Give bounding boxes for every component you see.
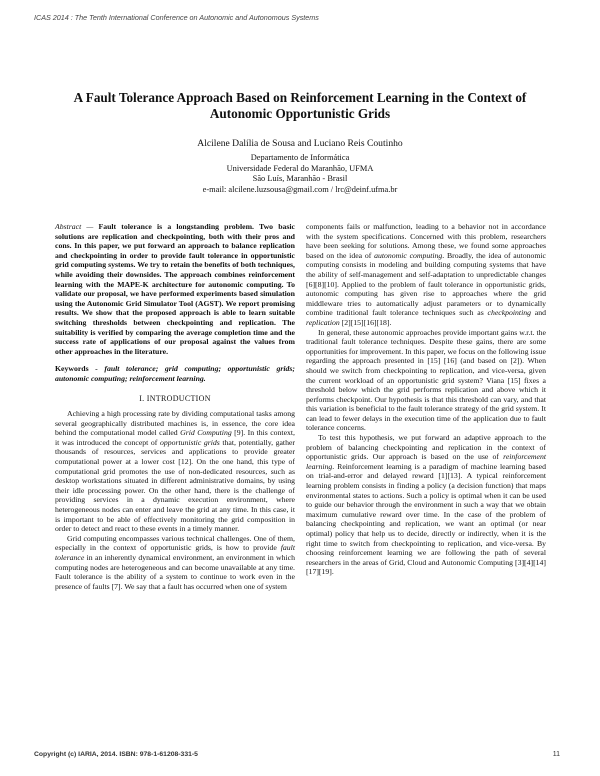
abstract-lead: Abstract — bbox=[55, 222, 99, 231]
keywords-text: fault tolerance; grid computing; opportunistic grids; autonomic computing; reinforcement learning. bbox=[55, 364, 295, 383]
intro-paragraph-3: In general, these autonomic approaches provide important gains w.r.t. the traditional fault tolerance techniques. Despite these gains, there are some opportunities for improvement. In this paper, we focus on the following issue regarding the approach presented in [15] [16] (and based on [2]). When should we switch from checkpointing to replication, and vice-versa, given the current workload of an opportunistic grid system? Viana [15] fixes a threshold below which the grid performs replication and above which it performs checkpoint. Our hypothesis is that this threshold can vary, and that this variation is beneficial to the fault tolerance strategy of the grid system. It can lead to fewer delays in the execution time of the application due to fault tolerance concerns. bbox=[306, 327, 546, 433]
abstract-text: Fault tolerance is a longstanding problem. Two basic solutions are replication and checkpointing, both with their pros and cons. In this paper, we put forward an approach to balance replication and checkpointing in order to provide fault tolerance in opportunistic grid computing systems. We try to retain the benefits of both techniques, while avoiding their downsides. The approach combines reinforcement learning with the MAPE-K architecture for autonomic computing. To validate our proposal, we have performed experiments based simulation using the Autonomic Grid Simulator Tool (AGST). We report promising results. We show that the proposed approach is able to learn suitable switching thresholds between checkpointing and replication. The suitability is verified by comparing the average completion time and the success rate of applications of our proposal against the values from other approaches in the literature. bbox=[55, 222, 295, 356]
section-heading-introduction: I. INTRODUCTION bbox=[139, 393, 211, 403]
affiliation-university: Universidade Federal do Maranhão, UFMA bbox=[226, 163, 374, 173]
intro-paragraph-2-cont: components fails or malfunction, leading to a behavior not in accordance with the system specifications. Concerned with this problem, researchers have been seeking for solutions. Among these, we found some approaches based on the idea of autonomic computing. Broadly, the idea of autonomic computing consists in modeling and building computing systems that have the ability of self-management and self-adaptation to unpredictable changes [6][8][10]. Applied to the problem of fault tolerance in opportunistic grids, autonomic computing has given rise to approaches where the grid middleware tries to automatically adjust parameters or to dynamically combine traditional fault tolerance techniques such as checkpointing and replication [2][15][16][18]. bbox=[306, 222, 547, 327]
authors: Alcilene Dalília de Sousa and Luciano Reis Coutinho bbox=[197, 138, 403, 149]
keywords-lead: Keywords - bbox=[55, 364, 105, 374]
intro-paragraph-4: To test this hypothesis, we put forward an adaptive approach to the problem of balancing checkpointing and replication in the context of opportunistic grids. Our approach is based on the use of reinforcement learning. Reinforcement learning is a paradigm of machine learning based on trial-and-error and delayed reward [1][13]. A typical reinforcement learning problem consists in finding a policy (a decision function) that maps environmental states to actions. Such a policy is optimal when it can be used to guide our behavior through the environment in such a way that we obtain maximum cumulative reward over time. In the case of the problem of balancing checkpointing and replication, we want an optimal (or near optimal) policy that help us to decide, directly or indirectly, when it is the right time to switch from checkpointing to replication, and vice-versa. By choosing reinforcement learning we are following the path of several researchers in the areas of Grid, Cloud and Autonomic Computing [3][4][14][17][19]. bbox=[306, 433, 546, 577]
title-line-1: A Fault Tolerance Approach Based on Reinforcement Learning in the Context of bbox=[73, 90, 527, 105]
intro-paragraph-1: Achieving a high processing rate by dividing computational tasks among several geographically distributed machines is, in essence, the core idea behind the computational model called Grid Computing [9]. In this context, it was introduced the concept of opportunistic grids that, potentially, gather thousands of resources, services and applications to provide greater computational power at a lower cost [12]. On the one hand, this type of computational grid promotes the use of non-dedicated resources, such as desktop workstations situated in different administrative domains, by using their idle processing power. On the other hand, there is the challenge of providing services in a dynamic execution environment, where heterogeneous nodes can enter and leave the grid at any time. In this case, it is important to be able of effectively monitoring the grid composition in order to detect and react to these events in a timely manner. bbox=[55, 409, 295, 534]
right-column bbox=[306, 222, 546, 577]
running-head: ICAS 2014 : The Tenth International Conference on Autonomic and Autonomous Systems bbox=[34, 13, 319, 22]
keywords bbox=[55, 364, 295, 383]
affiliation-email: e-mail: alcilene.luzsousa@gmail.com / lrc@deinf.ufma.br bbox=[202, 184, 398, 194]
affiliation-dept: Departamento de Informática bbox=[250, 153, 350, 162]
page-number: 11 bbox=[552, 751, 560, 758]
abstract bbox=[55, 222, 295, 356]
paper-title bbox=[40, 90, 560, 122]
footer-copyright: Copyright (c) IARIA, 2014. ISBN: 978-1-61208-331-5 bbox=[34, 751, 198, 758]
affiliation bbox=[0, 153, 600, 195]
affiliation-city: São Luís, Maranhão - Brasil bbox=[252, 174, 348, 184]
title-line-2: Autonomic Opportunistic Grids bbox=[209, 106, 391, 121]
left-column bbox=[55, 222, 295, 591]
intro-paragraph-2: Grid computing encompasses various technical challenges. One of them, especially in the context of opportunistic grids, is how to provide fault tolerance in an inherently dynamical environment, an environment in which computing nodes are heterogeneous and can become unavailable at any time. Fault tolerance is the ability of a system to continue to work even in the presence of faults [7]. We say that a fault has occurred when one of system bbox=[55, 533, 295, 591]
